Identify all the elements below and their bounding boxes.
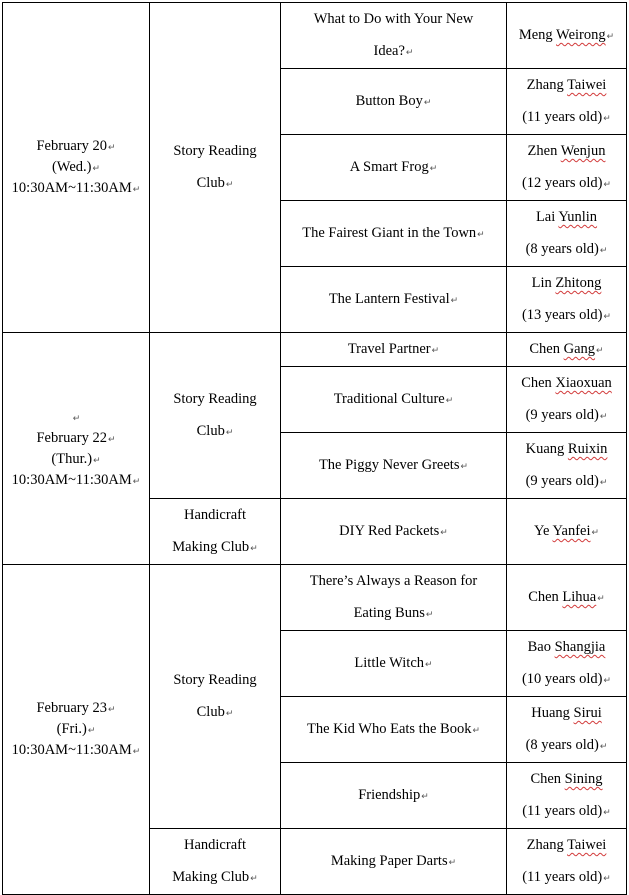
presenter-age-line [509, 167, 624, 200]
presenter-age: (11 years old) [522, 803, 603, 819]
story-title: Travel Partner [347, 341, 431, 357]
paragraph-mark-icon: ↵ [225, 179, 234, 189]
story-title-cell [281, 267, 507, 333]
paragraph-mark-icon: ↵ [132, 475, 141, 486]
paragraph-mark-icon: ↵ [425, 609, 434, 619]
story-title-line [283, 333, 504, 366]
presenter-cell [507, 697, 627, 763]
paragraph-mark-icon: ↵ [250, 543, 258, 553]
paragraph-mark-icon: ↵ [225, 427, 234, 437]
story-title: What to Do with Your New [313, 11, 474, 27]
club-name: Handicraft [184, 507, 246, 523]
story-title-line [283, 597, 504, 630]
story-title: The Piggy Never Greets [318, 457, 460, 473]
paragraph-mark-icon: ↵ [603, 807, 611, 817]
story-title: Friendship [358, 787, 421, 803]
presenter-given-name: Zhen [527, 143, 558, 159]
presenter-age: (8 years old) [525, 737, 599, 753]
paragraph-mark-icon: ↵ [448, 857, 457, 867]
date-line [5, 740, 147, 761]
paragraph-mark-icon: ↵ [599, 411, 608, 421]
story-title-line [283, 647, 504, 680]
story-title-cell [281, 135, 507, 201]
paragraph-mark-icon: ↵ [599, 477, 608, 487]
paragraph-mark-icon: ↵ [107, 704, 116, 714]
presenter-surname: Yunlin [558, 209, 598, 225]
date-line [5, 157, 147, 178]
date-line [5, 470, 147, 491]
story-title-line [283, 217, 504, 250]
date-text: 10:30AM~11:30AM [11, 180, 132, 196]
presenter-age: (10 years old) [521, 671, 603, 687]
presenter-name-line [509, 763, 624, 795]
presenter-surname: Sining [564, 771, 603, 787]
paragraph-mark-icon: ↵ [599, 245, 608, 255]
presenter-name-line [509, 433, 624, 465]
paragraph-mark-icon: ↵ [425, 659, 433, 669]
story-title: Little Witch [354, 655, 425, 671]
date-line [5, 136, 147, 157]
story-title-line [283, 565, 504, 597]
story-title-cell [281, 565, 507, 631]
presenter-age-line [509, 399, 624, 432]
presenter-cell [507, 829, 627, 895]
date-text: 10:30AM~11:30AM [11, 471, 132, 488]
story-title-line [283, 383, 504, 416]
presenter-surname: Shangjia [554, 639, 606, 655]
date-text: (Thur.) [51, 450, 93, 467]
club-name-line [152, 664, 278, 696]
schedule-table [2, 2, 627, 895]
presenter-age-line [509, 795, 624, 828]
story-title-line [283, 779, 504, 812]
story-title-cell [281, 433, 507, 499]
paragraph-mark-icon: ↵ [92, 163, 101, 173]
blank-line [5, 407, 147, 428]
presenter-age: (9 years old) [525, 473, 599, 489]
club-cell [150, 3, 281, 333]
date-line [5, 698, 147, 719]
presenter-cell [507, 135, 627, 201]
club-name-line [152, 415, 278, 448]
story-title-line [283, 713, 504, 746]
presenter-age-line [509, 101, 624, 134]
story-title-cell [281, 3, 507, 69]
paragraph-mark-icon: ↵ [107, 142, 116, 152]
story-title: A Smart Frog [349, 159, 429, 175]
presenter-name-line [509, 267, 624, 299]
table-row [3, 3, 627, 69]
presenter-name-line [509, 515, 624, 548]
story-title: The Kid Who Eats the Book [307, 721, 472, 737]
presenter-age-line [509, 663, 624, 696]
date-cell [3, 3, 150, 333]
presenter-surname: Sirui [573, 705, 602, 721]
presenter-age: (12 years old) [521, 175, 603, 191]
club-cell [150, 333, 281, 499]
paragraph-mark-icon: ↵ [603, 675, 612, 685]
club-cell [150, 499, 281, 565]
paragraph-mark-icon: ↵ [603, 179, 612, 189]
date-cell [3, 333, 150, 565]
presenter-cell [507, 763, 627, 829]
date-line [5, 449, 147, 470]
presenter-surname: Xiaoxuan [555, 375, 612, 391]
presenter-given-name: Huang [531, 705, 570, 721]
paragraph-mark-icon: ↵ [87, 725, 96, 735]
story-title-cell [281, 499, 507, 565]
paragraph-mark-icon: ↵ [445, 395, 454, 405]
club-name-line [152, 696, 278, 729]
presenter-surname: Wenjun [560, 143, 606, 159]
story-title: Idea? [373, 43, 405, 59]
paragraph-mark-icon: ↵ [606, 31, 615, 41]
paragraph-mark-icon: ↵ [107, 433, 116, 444]
presenter-given-name: Ye [533, 523, 550, 539]
presenter-given-name: Kuang [525, 441, 565, 457]
presenter-given-name: Lin [531, 275, 552, 291]
presenter-name-line [509, 829, 624, 861]
club-name-line [152, 829, 278, 861]
club-name: Club [196, 423, 225, 439]
paragraph-mark-icon: ↵ [460, 461, 469, 471]
paragraph-mark-icon: ↵ [599, 741, 608, 751]
presenter-surname: Taiwei [567, 837, 607, 853]
presenter-cell [507, 433, 627, 499]
presenter-age-line [509, 729, 624, 762]
presenter-surname: Weirong [556, 27, 606, 43]
presenter-name-line [509, 581, 624, 614]
story-title-cell [281, 697, 507, 763]
club-name: Story Reading [173, 391, 257, 407]
club-name: Story Reading [173, 143, 257, 159]
presenter-cell [507, 565, 627, 631]
presenter-surname: Ruixin [567, 441, 608, 457]
presenter-cell [507, 499, 627, 565]
paragraph-mark-icon: ↵ [597, 593, 605, 603]
date-line [5, 178, 147, 199]
story-title-cell [281, 829, 507, 895]
presenter-cell [507, 69, 627, 135]
presenter-name-line [509, 333, 624, 366]
club-name-line [152, 499, 278, 531]
paragraph-mark-icon: ↵ [603, 113, 611, 123]
schedule-body [3, 3, 627, 895]
presenter-surname: Yanfei [552, 523, 591, 539]
paragraph-mark-icon: ↵ [591, 527, 600, 537]
presenter-age-line [509, 465, 624, 498]
story-title-line [283, 3, 504, 35]
presenter-given-name: Chen [521, 375, 552, 391]
presenter-given-name: Meng [518, 27, 553, 43]
presenter-given-name: Zhang [526, 77, 564, 93]
presenter-surname: Lihua [562, 589, 597, 605]
club-name-line [152, 861, 278, 894]
paragraph-mark-icon: ↵ [603, 873, 611, 883]
paragraph-mark-icon: ↵ [423, 97, 432, 107]
presenter-name-line [509, 19, 624, 52]
presenter-given-name: Chen [530, 771, 562, 787]
presenter-age-line [509, 233, 624, 266]
story-title-cell [281, 201, 507, 267]
presenter-given-name: Chen [528, 589, 559, 605]
story-title-cell [281, 631, 507, 697]
paragraph-mark-icon: ↵ [603, 311, 612, 321]
presenter-cell [507, 333, 627, 367]
paragraph-mark-icon: ↵ [93, 454, 101, 465]
paragraph-mark-icon: ↵ [472, 725, 480, 735]
club-name-line [152, 135, 278, 167]
presenter-name-line [509, 69, 624, 101]
date-text: (Wed.) [51, 159, 92, 175]
club-name: Club [196, 704, 225, 720]
paragraph-mark-icon: ↵ [440, 527, 448, 537]
story-title: There’s Always a Reason for [309, 573, 478, 589]
story-title-line [283, 515, 504, 548]
club-cell [150, 829, 281, 895]
presenter-age-line [509, 861, 624, 894]
club-name-line [152, 531, 278, 564]
story-title-cell [281, 367, 507, 433]
club-name-line [152, 383, 278, 415]
presenter-given-name: Lai [535, 209, 556, 225]
club-name: Story Reading [173, 672, 257, 688]
story-title-line [283, 283, 504, 316]
presenter-age: (11 years old) [522, 869, 603, 885]
date-cell [3, 565, 150, 895]
date-text: February 20 [36, 138, 107, 154]
presenter-name-line [509, 367, 624, 399]
paragraph-mark-icon: ↵ [132, 746, 141, 756]
presenter-name-line [509, 201, 624, 233]
table-row [3, 333, 627, 367]
story-title: Eating Buns [353, 605, 425, 621]
presenter-age: (13 years old) [521, 307, 603, 323]
club-name: Making Club [172, 869, 250, 885]
paragraph-mark-icon: ↵ [596, 345, 604, 355]
paragraph-mark-icon: ↵ [477, 229, 485, 239]
story-title: Button Boy [355, 93, 423, 109]
date-text: (Fri.) [56, 721, 87, 737]
presenter-given-name: Chen [529, 341, 560, 357]
paragraph-mark-icon: ↵ [431, 345, 440, 355]
story-title: DIY Red Packets [339, 523, 440, 539]
presenter-name-line [509, 135, 624, 167]
paragraph-mark-icon: ↵ [421, 791, 429, 801]
story-title-line [283, 85, 504, 118]
club-name: Handicraft [184, 837, 246, 853]
story-title-line [283, 35, 504, 68]
presenter-given-name: Bao [527, 639, 551, 655]
story-title-line [283, 845, 504, 878]
club-name: Making Club [172, 539, 250, 555]
presenter-given-name: Zhang [526, 837, 564, 853]
story-title-cell [281, 69, 507, 135]
presenter-name-line [509, 697, 624, 729]
presenter-age: (11 years old) [522, 109, 603, 125]
date-line [5, 428, 147, 449]
date-text: February 23 [36, 700, 107, 716]
presenter-name-line [509, 631, 624, 663]
story-title: The Lantern Festival [328, 291, 450, 307]
story-title-line [283, 449, 504, 482]
story-title-line [283, 151, 504, 184]
presenter-cell [507, 201, 627, 267]
paragraph-mark-icon: ↵ [405, 47, 414, 57]
paragraph-mark-icon: ↵ [225, 708, 234, 718]
story-title: Making Paper Darts [330, 853, 448, 869]
paragraph-mark-icon: ↵ [250, 873, 258, 883]
paragraph-mark-icon: ↵ [450, 295, 459, 305]
presenter-surname: Gang [563, 341, 596, 357]
presenter-cell [507, 367, 627, 433]
story-title-cell [281, 333, 507, 367]
presenter-age: (9 years old) [525, 407, 599, 423]
paragraph-mark-icon: ↵ [72, 412, 81, 423]
story-title-cell [281, 763, 507, 829]
presenter-cell [507, 3, 627, 69]
club-name-line [152, 167, 278, 200]
presenter-age: (8 years old) [525, 241, 599, 257]
date-text: February 22 [36, 429, 107, 446]
presenter-cell [507, 267, 627, 333]
story-title: Traditional Culture [333, 391, 445, 407]
date-text: 10:30AM~11:30AM [11, 742, 132, 758]
table-row [3, 565, 627, 631]
presenter-surname: Zhitong [555, 275, 602, 291]
paragraph-mark-icon: ↵ [132, 184, 141, 194]
presenter-cell [507, 631, 627, 697]
date-line [5, 719, 147, 740]
club-name: Club [196, 175, 225, 191]
presenter-surname: Taiwei [567, 77, 607, 93]
club-cell [150, 565, 281, 829]
presenter-age-line [509, 299, 624, 332]
story-title: The Fairest Giant in the Town [302, 225, 477, 241]
paragraph-mark-icon: ↵ [429, 163, 438, 173]
